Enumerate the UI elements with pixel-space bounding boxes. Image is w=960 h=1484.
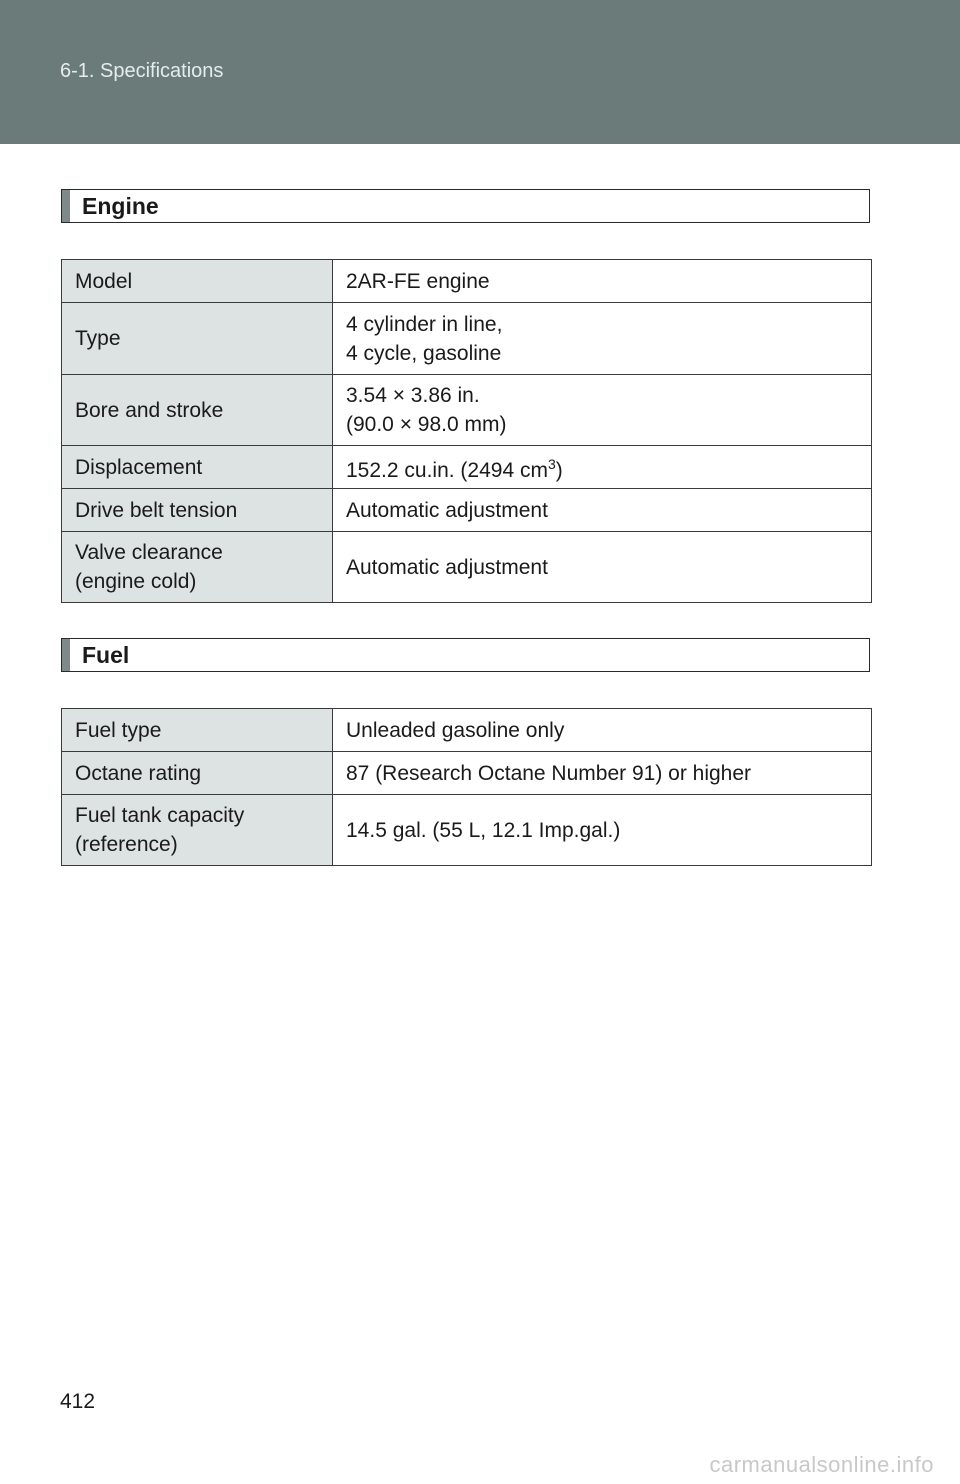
spec-value: 2AR-FE engine	[333, 260, 872, 303]
displacement-tail: )	[555, 458, 563, 482]
section-accent	[62, 639, 70, 671]
spec-value-line: 4 cycle, gasoline	[346, 341, 502, 365]
spec-label: Type	[62, 303, 333, 375]
spec-label: Drive belt tension	[62, 489, 333, 532]
table-row	[62, 489, 872, 532]
fuel-section-bar	[61, 638, 870, 672]
table-row	[62, 709, 872, 752]
header-band	[0, 0, 960, 144]
spec-label: Displacement	[62, 446, 333, 489]
spec-value: Unleaded gasoline only	[333, 709, 872, 752]
spec-value: Automatic adjustment	[333, 532, 872, 603]
spec-value: 14.5 gal. (55 L, 12.1 Imp.gal.)	[333, 795, 872, 866]
table-row	[62, 532, 872, 603]
spec-value-line: (90.0 × 98.0 mm)	[346, 413, 507, 436]
spec-value	[333, 446, 872, 489]
table-row	[62, 303, 872, 375]
spec-label-line: Fuel tank capacity	[75, 804, 245, 827]
section-accent	[62, 190, 70, 222]
table-row	[62, 446, 872, 489]
spec-label	[62, 532, 333, 603]
section-title: 6-1. Specifications	[60, 60, 224, 82]
spec-label: Octane rating	[62, 752, 333, 795]
spec-value-line: 3.54 × 3.86 in.	[346, 384, 480, 407]
table-row	[62, 795, 872, 866]
spec-label: Bore and stroke	[62, 375, 333, 446]
engine-spec-table	[61, 259, 872, 603]
spec-value-line: 4 cylinder in line,	[346, 312, 503, 336]
spec-label-line: (reference)	[75, 833, 178, 856]
engine-section-bar	[61, 189, 870, 223]
spec-label: Fuel type	[62, 709, 333, 752]
table-row	[62, 375, 872, 446]
table-row	[62, 260, 872, 303]
spec-value	[333, 375, 872, 446]
fuel-spec-table	[61, 708, 872, 866]
spec-label-line: (engine cold)	[75, 570, 197, 593]
spec-label	[62, 795, 333, 866]
superscript: 3	[547, 455, 556, 472]
page-number: 412	[60, 1390, 96, 1413]
watermark: carmanualsonline.info	[709, 1452, 934, 1477]
spec-value	[333, 303, 872, 375]
engine-section-title: Engine	[82, 193, 159, 219]
spec-label-line: Valve clearance	[75, 541, 223, 564]
spec-value: Automatic adjustment	[333, 489, 872, 532]
spec-label: Model	[62, 260, 333, 303]
table-row	[62, 752, 872, 795]
fuel-section-title: Fuel	[82, 642, 130, 668]
spec-value: 87 (Research Octane Number 91) or higher	[333, 752, 872, 795]
displacement-main: 152.2 cu.in. (2494 cm	[346, 458, 548, 482]
